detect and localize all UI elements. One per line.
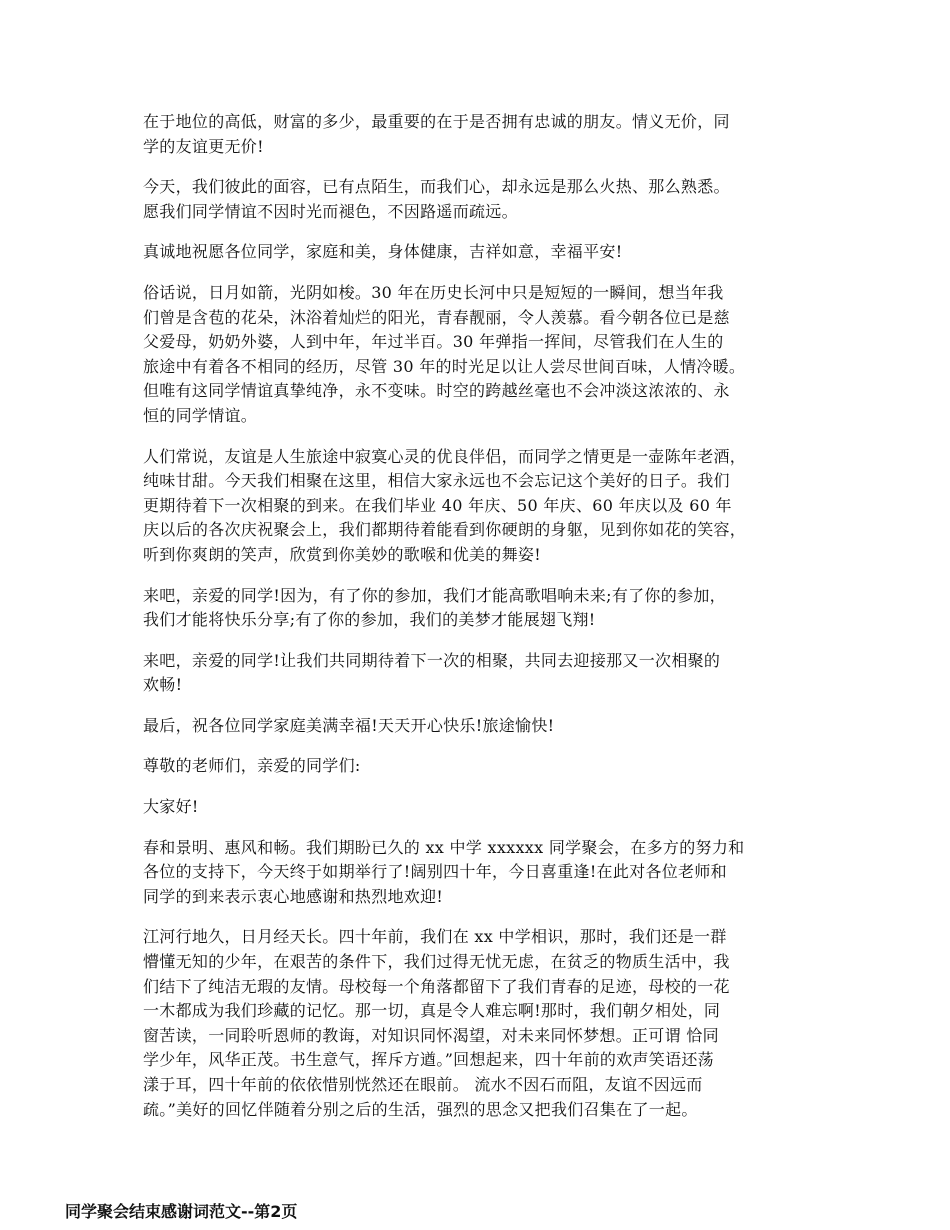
text-line: 春和景明、惠风和畅。我们期盼已久的 xx 中学 xxxxxx 同学聚会，在多方的努力和 bbox=[143, 837, 745, 857]
text-line: 漾于耳，四十年前的依依惜别恍然还在眼前。 流水不因石而阻，友谊不因远而 bbox=[143, 1075, 703, 1094]
text-line: 窗苦读，一同聆听恩师的教诲，对知识同怀渴望，对未来同怀梦想。正可谓 恰同 bbox=[143, 1025, 719, 1045]
text-line: 人们常说，友谊是人生旅途中寂寞心灵的优良伴侣，而同学之情更是一壶陈年老酒， bbox=[143, 446, 747, 466]
text-line: 纯味甘甜。今天我们相聚在这里，相信大家永远也不会忘记这个美好的日子。我们 bbox=[143, 471, 730, 491]
text-line: 真诚地祝愿各位同学，家庭和美，身体健康，吉祥如意，幸福平安! bbox=[143, 242, 623, 262]
text-line: 最后，祝各位同学家庭美满幸福!天天开心快乐!旅途愉快! bbox=[143, 715, 555, 735]
text-line: 听到你爽朗的笑声，欣赏到你美妙的歌喉和优美的舞姿! bbox=[143, 544, 541, 564]
text-line: 更期待着下一次相聚的到来。在我们毕业 40 年庆、50 年庆、60 年庆以及 60 年 bbox=[143, 495, 732, 515]
text-line: 但唯有这同学情谊真挚纯净，永不变味。时空的跨越丝毫也不会冲淡这浓浓的、永 bbox=[143, 381, 730, 401]
text-line: 学少年，风华正茂。书生意气，挥斥方遒。”回想起来，四十年前的欢声笑语还荡 bbox=[143, 1050, 714, 1070]
text-line: 们结下了纯洁无瑕的友情。母校每一个角落都留下了我们青春的足迹，母校的一花 bbox=[143, 976, 730, 996]
text-line: 我们才能将快乐分享;有了你的参加，我们的美梦才能展翅飞翔! bbox=[143, 610, 596, 630]
paragraph bbox=[143, 445, 823, 568]
text-line: 们曾是含苞的花朵，沐浴着灿烂的阳光，青春靓丽，令人羡慕。看今朝各位已是慈 bbox=[143, 307, 730, 327]
text-line: 来吧，亲爱的同学!因为，有了你的参加，我们才能高歌唱响未来;有了你的参加， bbox=[143, 585, 726, 605]
document-body bbox=[143, 110, 823, 1138]
paragraph bbox=[143, 795, 823, 820]
text-line: 庆以后的各次庆祝聚会上，我们都期待着能看到你硬朗的身躯，见到你如花的笑容， bbox=[143, 520, 747, 540]
text-line: 旅途中有着各不相同的经历，尽管 30 年的时光足以让人尝尽世间百味，人情冷暖。 bbox=[143, 356, 746, 376]
text-line: 恒的同学情谊。 bbox=[143, 405, 258, 425]
text-line: 俗话说，日月如箭，光阴如梭。30 年在历史长河中只是短短的一瞬间，想当年我 bbox=[143, 282, 724, 302]
paragraph bbox=[143, 584, 823, 633]
text-line: 各位的支持下，今天终于如期举行了!阔别四十年，今日喜重逢!在此对各位老师和 bbox=[143, 862, 727, 882]
text-line: 尊敬的老师们，亲爱的同学们: bbox=[143, 756, 361, 776]
text-line: 同学的到来表示衷心地感谢和热烈地欢迎! bbox=[143, 886, 444, 906]
text-line: 父爱母，奶奶外婆，人到中年，年过半百。30 年弹指一挥间，尽管我们在人生的 bbox=[143, 332, 724, 352]
text-line: 欢畅! bbox=[143, 675, 183, 695]
paragraph bbox=[143, 110, 823, 159]
text-line: 疏。”美好的回忆伴随着分别之后的生活，强烈的思念又把我们召集在了一起。 bbox=[143, 1099, 698, 1119]
paragraph bbox=[143, 649, 823, 698]
text-line: 学的友谊更无价! bbox=[143, 136, 264, 156]
paragraph bbox=[143, 175, 823, 224]
paragraph bbox=[143, 925, 823, 1122]
paragraph bbox=[143, 281, 823, 429]
text-line: 来吧，亲爱的同学!让我们共同期待着下一次的相聚，共同去迎接那又一次相聚的 bbox=[143, 650, 721, 670]
paragraph bbox=[143, 714, 823, 739]
page-footer: 同学聚会结束感谢词范文--第2页 bbox=[65, 1202, 298, 1221]
text-line: 在于地位的高低，财富的多少，最重要的在于是否拥有忠诚的朋友。情义无价，同 bbox=[143, 112, 730, 131]
text-line: 江河行地久，日月经天长。四十年前，我们在 xx 中学相识，那时，我们还是一群 bbox=[143, 927, 727, 947]
text-line: 愿我们同学情谊不因时光而褪色，不因路遥而疏远。 bbox=[143, 201, 518, 221]
text-line: 大家好! bbox=[143, 797, 199, 817]
text-line: 一木都成为我们珍藏的记忆。那一切，真是令人难忘啊!那时，我们朝夕相处，同 bbox=[143, 1001, 721, 1021]
text-line: 懵懂无知的少年，在艰苦的条件下，我们过得无忧无虑，在贫乏的物质生活中，我 bbox=[143, 952, 730, 972]
paragraph bbox=[143, 754, 823, 779]
paragraph bbox=[143, 836, 823, 910]
text-line: 今天，我们彼此的面容，已有点陌生，而我们心，却永远是那么火热、那么熟悉。 bbox=[143, 177, 730, 197]
paragraph bbox=[143, 240, 823, 265]
